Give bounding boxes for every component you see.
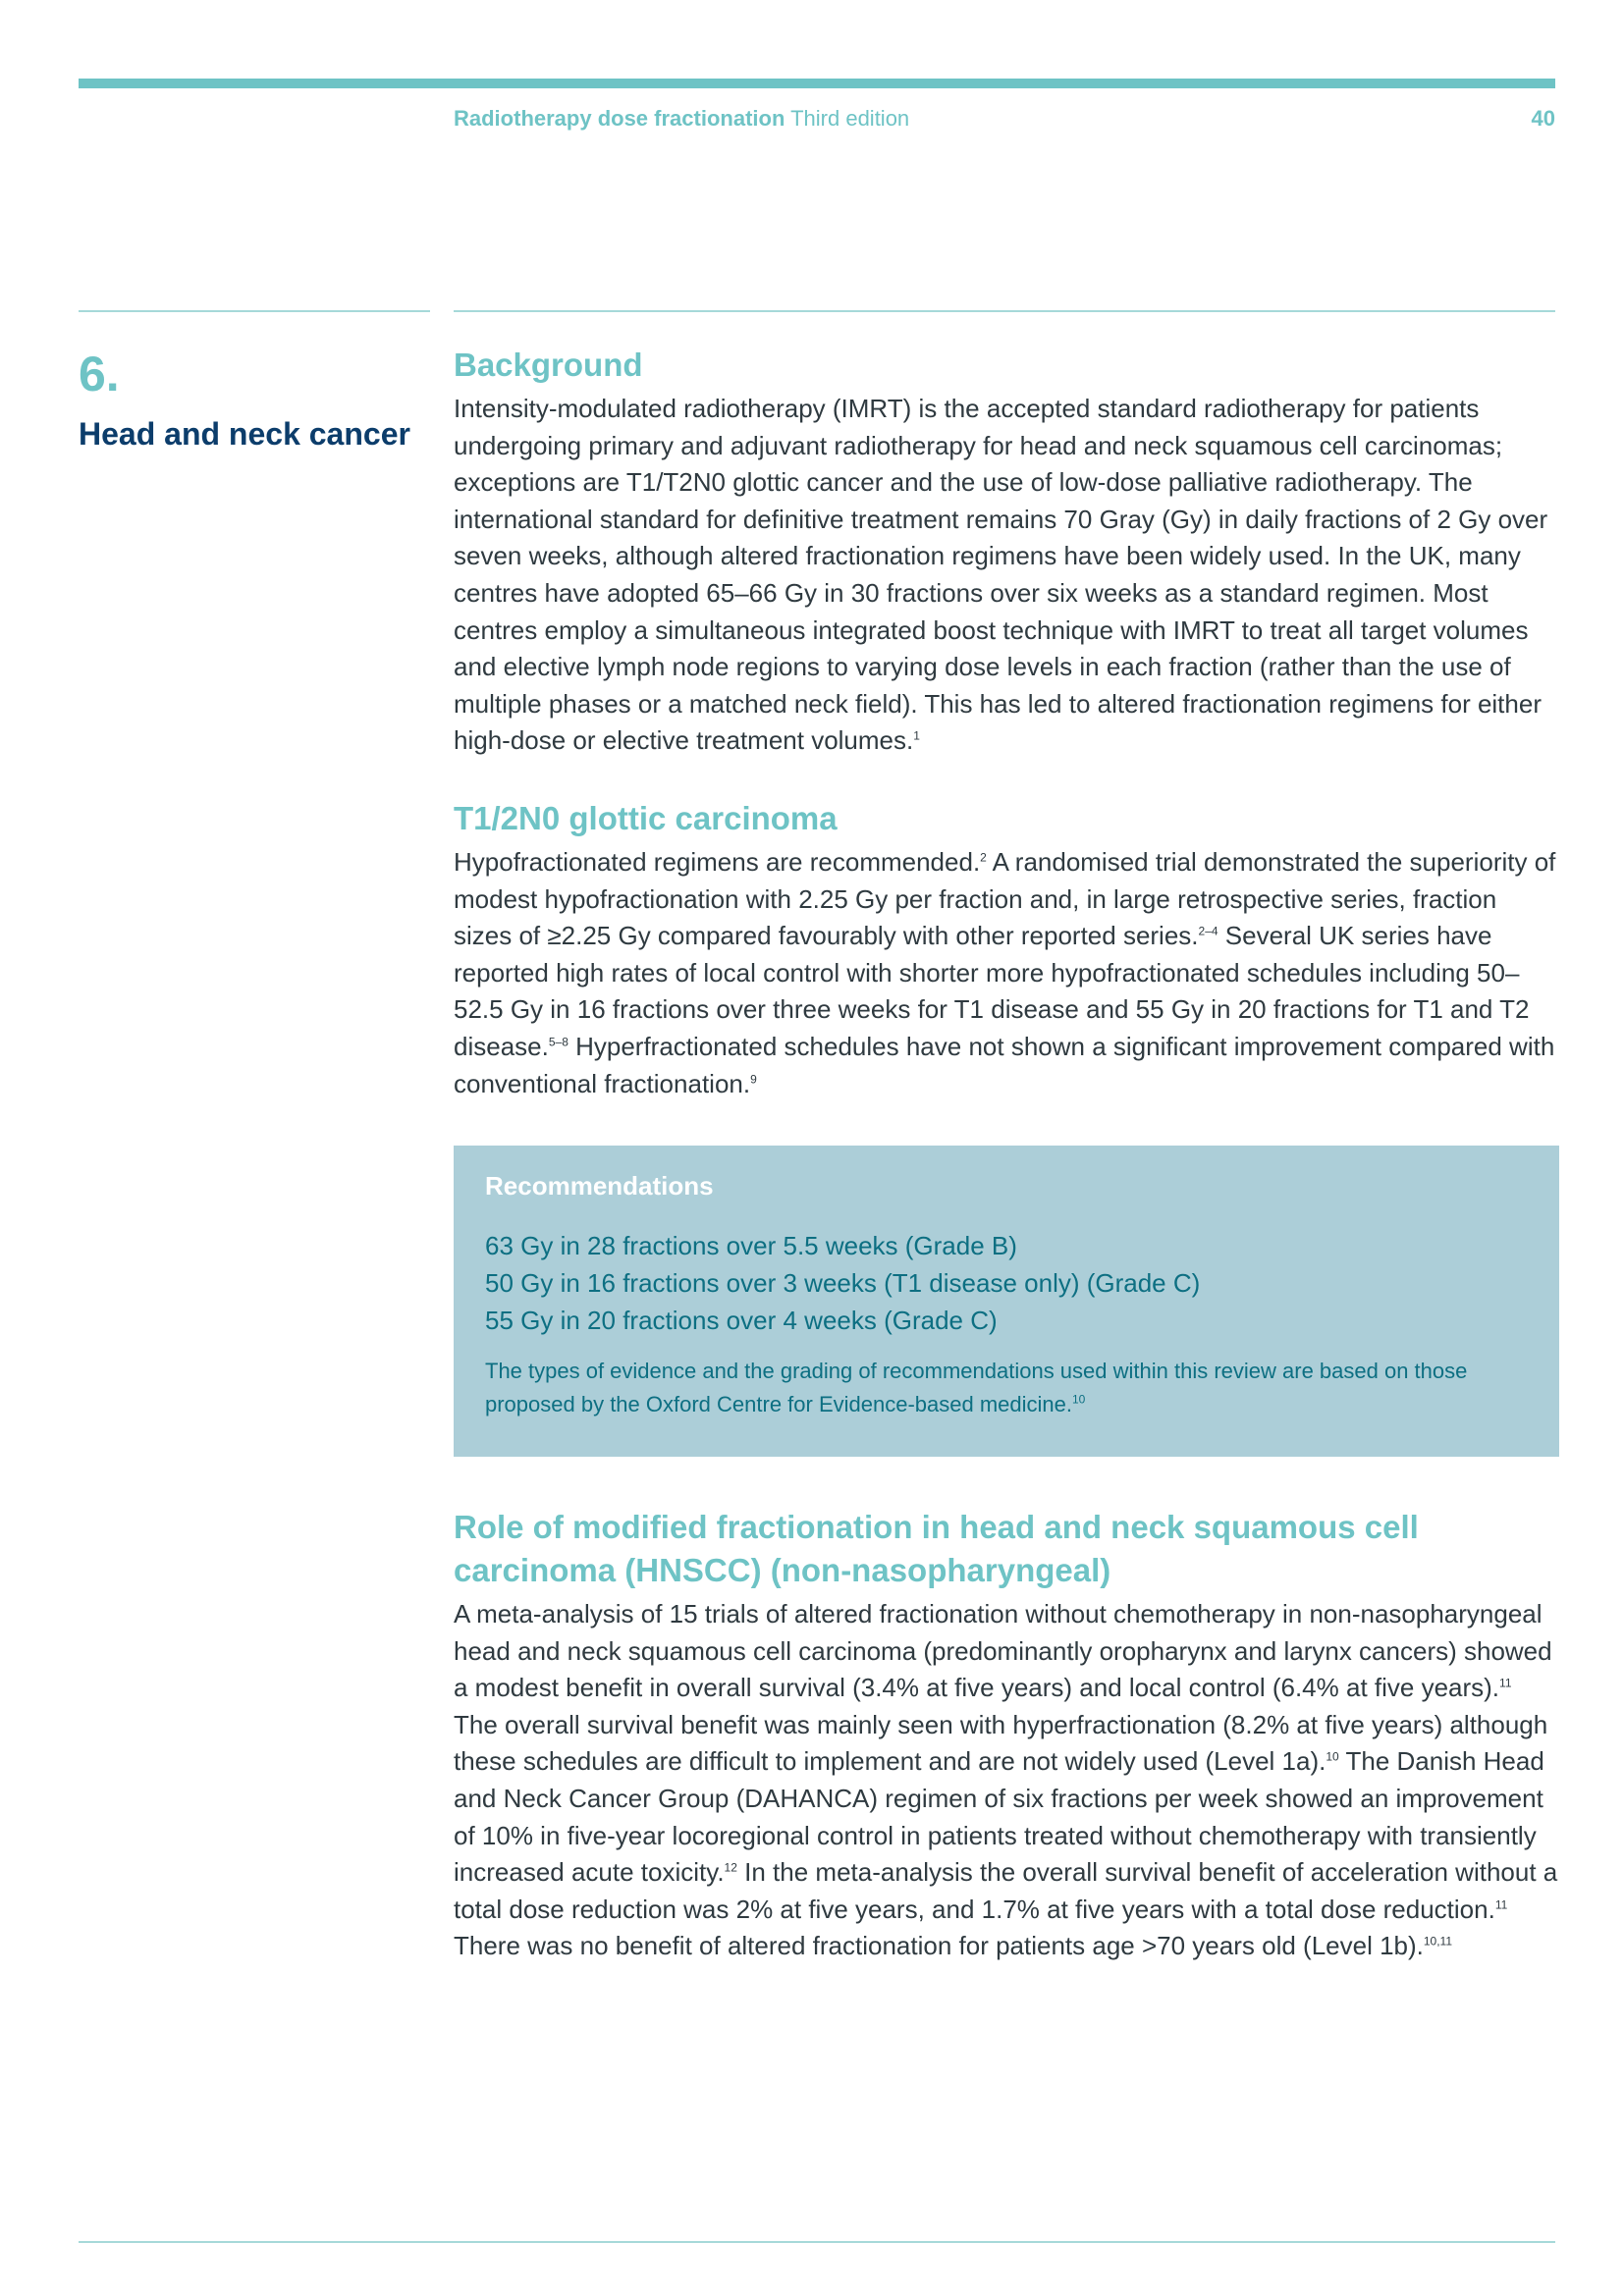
recommendations-box — [454, 1146, 1559, 1457]
running-header-title: Radiotherapy dose fractionation — [454, 106, 785, 131]
section-background — [454, 344, 1559, 760]
note-text: The types of evidence and the grading of recommendations used within this review are based on those proposed by the Oxford Centre for Evidence-based medicine. — [485, 1359, 1468, 1417]
recommendation-item: 50 Gy in 16 fractions over 3 weeks (T1 disease only) (Grade C) — [485, 1268, 1201, 1299]
paragraph-text: A meta-analysis of 15 trials of altered fractionation without chemotherapy in non-nasopharyngeal head and neck squamous cell carcinoma (predominantly oropharynx and larynx cancers) showed a modest benefit in overall survival (3.4% at five years) and local control (6.4% at five years). — [454, 1599, 1552, 1703]
reference-marker: 11 — [1499, 1676, 1512, 1690]
sidebar-rule — [79, 310, 430, 312]
paragraph-text: Hyperfractionated schedules have not shown a significant improvement compared with conventional fractionation. — [454, 1031, 1555, 1098]
page-number: 40 — [1531, 106, 1555, 131]
paragraph-text: A randomised trial demonstrated the superiority of modest hypofractionation with 2.25 Gy per fraction and, in large retrospective series, fraction sizes of ≥2.25 Gy compared favourably with other reported series. — [454, 846, 1556, 951]
reference-marker: 10 — [1326, 1749, 1339, 1764]
section-glottic — [454, 797, 1559, 1102]
chapter-number: 6. — [79, 347, 120, 401]
running-header — [454, 106, 909, 132]
reference-marker: 5–8 — [548, 1035, 568, 1049]
reference-marker: 2–4 — [1198, 924, 1218, 938]
reference-marker: 2 — [980, 850, 987, 865]
reference-marker: 9 — [750, 1071, 757, 1086]
paragraph-text: Several UK series have reported high rates of local control with shorter more hypofractionated schedules including 50–52.5 Gy in 16 fractions over three weeks for T1 disease and 55 Gy in 20 fractions for T1 and T2 disease. — [454, 921, 1530, 1061]
main-content — [454, 344, 1559, 2002]
section-hnscc — [454, 1506, 1559, 1965]
paragraph-text: In the meta-analysis the overall survival benefit of acceleration without a total dose reduction was 2% at five years, and 1.7% at five years with a total dose reduction. — [454, 1857, 1558, 1924]
paragraph-text: Hypofractionated regimens are recommended. — [454, 846, 981, 877]
chapter-title: Head and neck cancer — [79, 416, 410, 452]
main-rule — [454, 310, 1555, 312]
recommendations-note — [485, 1355, 1528, 1421]
section-heading: T1/2N0 glottic carcinoma — [454, 799, 838, 836]
footer-rule — [79, 2241, 1555, 2243]
paragraph-text: Intensity-modulated radiotherapy (IMRT) is the accepted standard radiotherapy for patients undergoing primary and adjuvant radiotherapy for head and neck squamous cell carcinomas; exceptions are T1/T2N0 glottic cancer and the use of low-dose palliative radiotherapy. The international standard for definitive treatment remains 70 Gray (Gy) in daily fractions of 2 Gy over seven weeks, although altered fractionation regimens have been widely used. In the UK, many centres have adopted 65–66 Gy in 30 fractions over six weeks as a standard regimen. Most centres employ a simultaneous integrated boost technique with IMRT to treat all target volumes and elective lymph node regions to varying dose levels in each fraction (rather than the use of multiple phases or a matched neck field). This has led to altered fractionation regimens for either high-dose or elective treatment volumes. — [454, 394, 1548, 756]
section-heading: Role of modified fractionation in head and neck squamous cell carcinoma (HNSCC) (non-nasopharyngeal) — [454, 1509, 1419, 1589]
section-paragraph — [454, 1596, 1559, 1965]
reference-marker: 12 — [724, 1860, 737, 1875]
running-header-edition: Third edition — [785, 106, 910, 131]
section-heading: Background — [454, 347, 643, 383]
paragraph-text: There was no benefit of altered fractionation for patients age >70 years old (Level 1b). — [454, 1931, 1424, 1961]
paragraph-text: The Danish Head and Neck Cancer Group (DAHANCA) regimen of six fractions per week showed an improvement of 10% in five-year locoregional control in patients treated without chemotherapy with transiently increased acute toxicity. — [454, 1746, 1544, 1888]
reference-marker: 1 — [913, 728, 920, 743]
section-paragraph — [454, 391, 1559, 760]
recommendations-title: Recommendations — [485, 1171, 714, 1201]
recommendation-item: 63 Gy in 28 fractions over 5.5 weeks (Grade B) — [485, 1231, 1017, 1261]
reference-marker: 10 — [1072, 1392, 1086, 1407]
header-rule — [79, 79, 1555, 88]
recommendation-item: 55 Gy in 20 fractions over 4 weeks (Grade C) — [485, 1306, 998, 1336]
paragraph-text: The overall survival benefit was mainly seen with hyperfractionation (8.2% at five years) although these schedules are difficult to implement and are not widely used (Level 1a). — [454, 1709, 1548, 1777]
reference-marker: 10,11 — [1423, 1934, 1453, 1949]
section-paragraph — [454, 844, 1559, 1102]
reference-marker: 11 — [1494, 1897, 1508, 1912]
